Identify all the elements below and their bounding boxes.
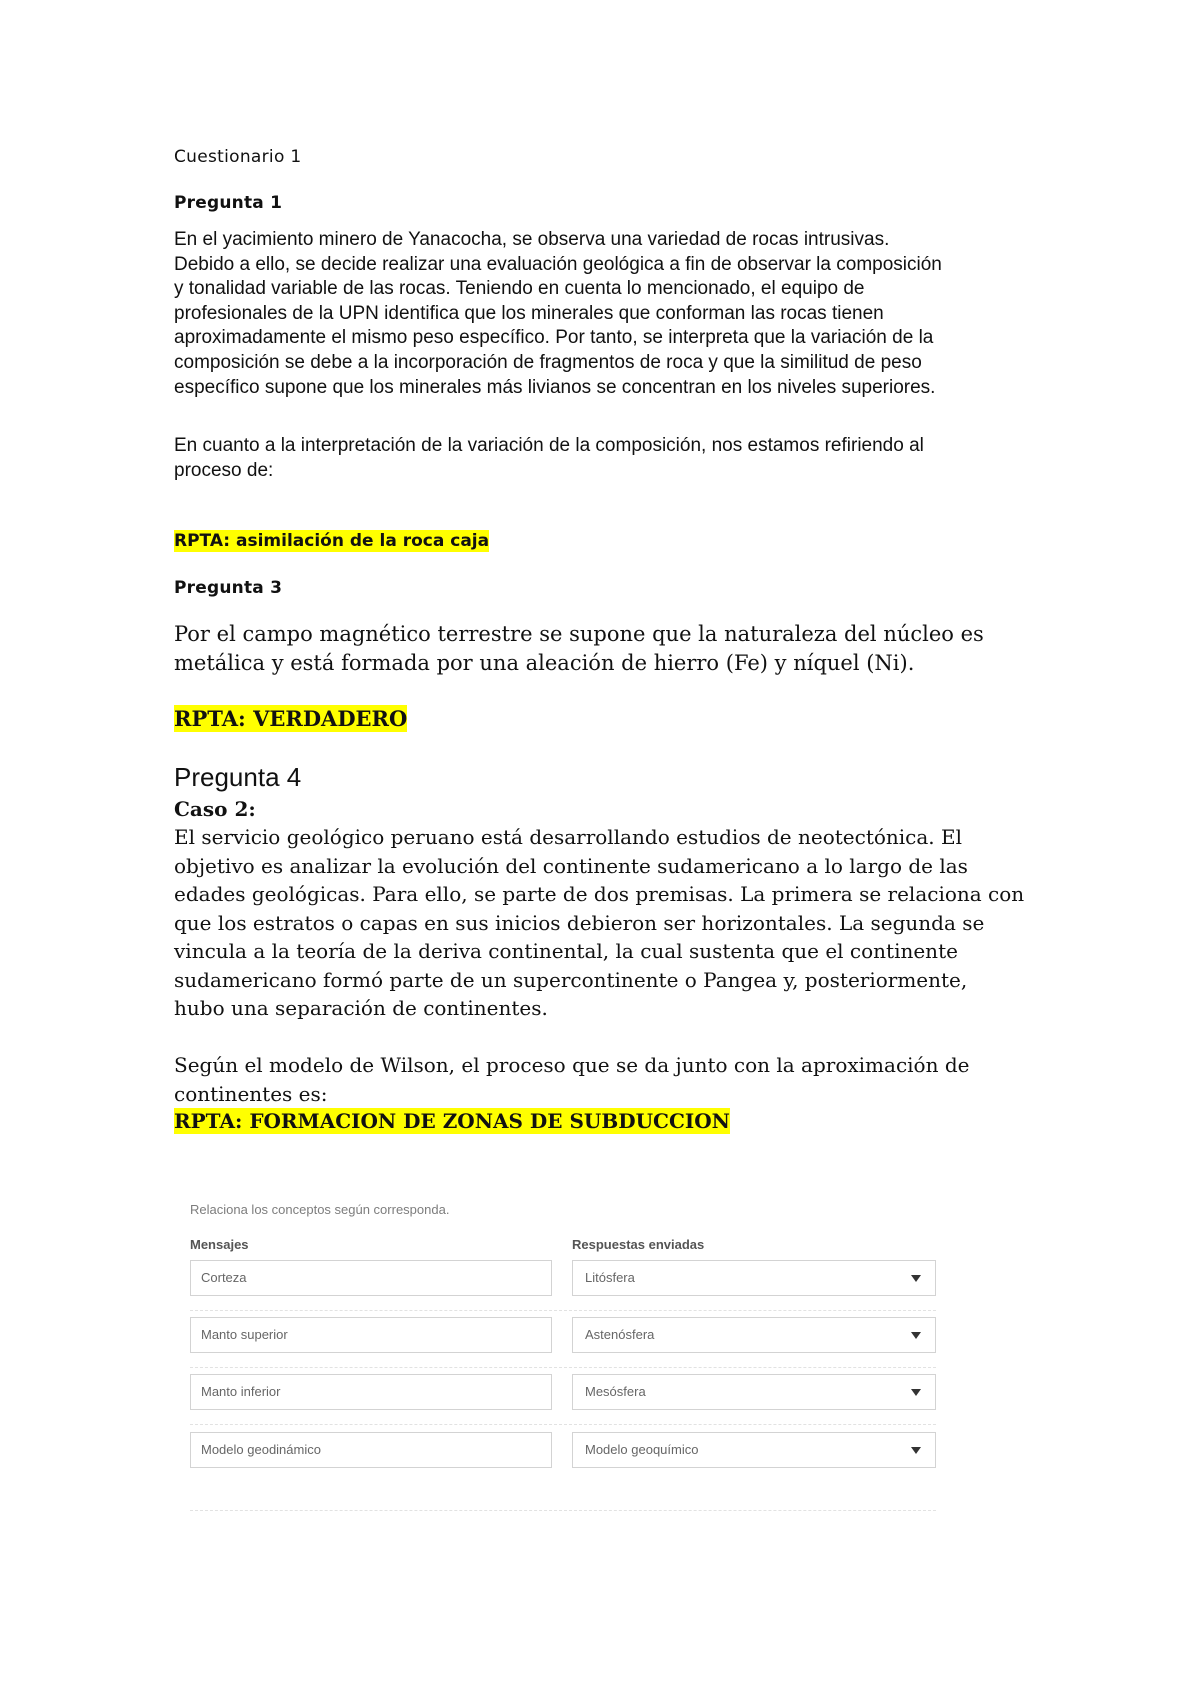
text-line: composición se debe a la incorporación de fragmentos de roca y que la similitud de peso <box>174 351 922 373</box>
matching-instruction: Relaciona los conceptos según corresponda. <box>190 1202 450 1217</box>
text-line: Según el modelo de Wilson, el proceso que se da junto con la aproximación de <box>174 1053 970 1077</box>
caso-label: Caso 2: <box>174 797 256 821</box>
pregunta-3-text <box>174 620 1054 678</box>
text-line: profesionales de la UPN identifica que los minerales que conforman las rocas tienen <box>174 302 884 324</box>
text-line: específico supone que los minerales más livianos se concentran en los niveles superiores. <box>174 376 936 398</box>
text-line: sudamericano formó parte de un supercontinente o Pangea y, posteriormente, <box>174 967 968 992</box>
answer-select[interactable] <box>572 1317 936 1353</box>
text-line: y tonalidad variable de las rocas. Teniendo en cuenta lo mencionado, el equipo de <box>174 278 865 300</box>
pregunta-4-answer: RPTA: FORMACION DE ZONAS DE SUBDUCCION <box>174 1109 730 1133</box>
chevron-down-icon <box>911 1332 921 1339</box>
chevron-down-icon <box>911 1389 921 1396</box>
message-field: Manto inferior <box>190 1374 552 1410</box>
answer-select[interactable] <box>572 1260 936 1296</box>
text-line: edades geológicas. Para ello, se parte de dos premisas. La primera se relaciona con <box>174 882 1025 906</box>
pregunta-4-text <box>174 823 1054 1023</box>
message-field: Modelo geodinámico <box>190 1432 552 1468</box>
column-header-mensajes: Mensajes <box>190 1237 249 1252</box>
column-header-respuestas: Respuestas enviadas <box>572 1237 705 1252</box>
pregunta-4-heading: Pregunta 4 <box>174 762 302 792</box>
text-line: proceso de: <box>174 459 274 481</box>
pregunta-4-question <box>174 1051 1054 1108</box>
row-divider <box>190 1424 936 1425</box>
message-field: Manto superior <box>190 1317 552 1353</box>
pregunta-1-question <box>174 434 1054 483</box>
text-line: objetivo es analizar la evolución del continente sudamericano a lo largo de las <box>174 853 968 878</box>
answer-select-value: Astenósfera <box>585 1327 655 1342</box>
text-line: aproximadamente el mismo peso específico. Por tanto, se interpreta que la variación de la <box>174 327 934 349</box>
text-line: hubo una separación de continentes. <box>174 996 548 1020</box>
text-line: que los estratos o capas en sus inicios debieron ser horizontales. La segunda se <box>174 910 985 935</box>
pregunta-3-answer: RPTA: VERDADERO <box>174 706 408 731</box>
answer-select[interactable] <box>572 1374 936 1410</box>
text-line: En cuanto a la interpretación de la variación de la composición, nos estamos refiriendo al <box>174 435 924 456</box>
answer-select-value: Mesósfera <box>585 1384 646 1399</box>
answer-select-value: Litósfera <box>585 1270 635 1285</box>
chevron-down-icon <box>911 1447 921 1454</box>
row-divider <box>190 1510 936 1511</box>
answer-select-value: Modelo geoquímico <box>585 1442 699 1457</box>
chevron-down-icon <box>911 1275 921 1282</box>
pregunta-1-heading: Pregunta 1 <box>174 193 283 213</box>
message-field: Corteza <box>190 1260 552 1296</box>
pregunta-1-text <box>174 228 1054 400</box>
text-line: Por el campo magnético terrestre se supone que la naturaleza del núcleo es <box>174 622 984 646</box>
text-line: vincula a la teoría de la deriva continental, la cual sustenta que el continente <box>174 939 958 963</box>
pregunta-1-answer: RPTA: asimilación de la roca caja <box>174 531 490 551</box>
row-divider <box>190 1310 936 1311</box>
text-line: En el yacimiento minero de Yanacocha, se observa una variedad de rocas intrusivas. <box>174 229 890 250</box>
text-line: El servicio geológico peruano está desarrollando estudios de neotectónica. El <box>174 825 963 849</box>
answer-select[interactable] <box>572 1432 936 1468</box>
text-line: metálica y está formada por una aleación de hierro (Fe) y níquel (Ni). <box>174 651 915 675</box>
pregunta-3-heading: Pregunta 3 <box>174 578 283 598</box>
document-title: Cuestionario 1 <box>174 147 302 167</box>
text-line: Debido a ello, se decide realizar una evaluación geológica a fin de observar la composición <box>174 253 942 275</box>
text-line: continentes es: <box>174 1081 328 1106</box>
row-divider <box>190 1367 936 1368</box>
